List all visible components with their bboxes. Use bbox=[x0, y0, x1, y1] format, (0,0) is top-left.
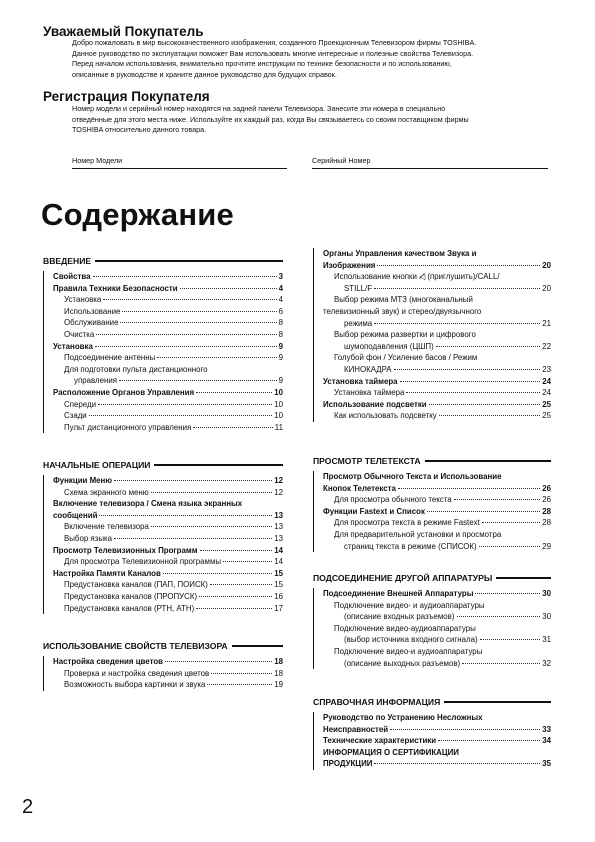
dot-leader bbox=[180, 288, 277, 289]
toc-entry-page: 9 bbox=[278, 353, 283, 363]
toc-entry-page: 28 bbox=[542, 518, 551, 528]
toc-entry-page: 15 bbox=[274, 580, 283, 590]
toc-entry-title: Настройка Памяти Каналов bbox=[53, 568, 161, 578]
section-heading bbox=[43, 256, 283, 266]
dot-leader bbox=[103, 299, 276, 300]
toc-entry-title: (описание выходных разъемов) bbox=[344, 658, 461, 668]
toc-section-teletext bbox=[313, 456, 551, 552]
toc-entry[interactable] bbox=[53, 533, 283, 545]
section-rule bbox=[154, 464, 283, 465]
toc-entry[interactable] bbox=[53, 352, 283, 364]
toc-entry[interactable] bbox=[323, 376, 551, 388]
dot-leader bbox=[374, 288, 540, 289]
toc-entry[interactable] bbox=[53, 487, 283, 499]
toc-entry-title: Предустановка каналов (РТН, АТН) bbox=[64, 603, 195, 613]
dot-leader bbox=[122, 311, 276, 312]
toc-entry[interactable] bbox=[53, 568, 283, 580]
toc-entry-page: 10 bbox=[274, 411, 283, 421]
toc-entry-title: Голубой фон / Усиление басов / Режим bbox=[334, 353, 478, 363]
dot-leader bbox=[89, 415, 273, 416]
toc-entry[interactable] bbox=[323, 658, 551, 670]
toc-entry-page: 13 bbox=[274, 522, 283, 532]
page-number: 2 bbox=[22, 796, 34, 818]
toc-entry-page: 23 bbox=[542, 364, 551, 374]
toc-entry-page: 34 bbox=[542, 736, 551, 746]
serial-number-line[interactable] bbox=[312, 168, 548, 169]
section-rule bbox=[95, 260, 283, 261]
toc-entry-page: 17 bbox=[274, 603, 283, 613]
toc-entry[interactable] bbox=[53, 475, 283, 487]
toc-items bbox=[43, 271, 283, 433]
welcome-text bbox=[72, 38, 476, 80]
toc-entry-title: Выбор режима развертки и цифрового bbox=[334, 330, 476, 340]
dot-leader bbox=[475, 593, 540, 594]
dot-leader bbox=[479, 546, 541, 547]
toc-entry-page: 22 bbox=[542, 341, 551, 351]
toc-entry-title: сообщений bbox=[53, 510, 98, 520]
welcome-line: описанные в руководстве и храните данное руководство для будущих справок. bbox=[72, 69, 337, 79]
section-heading bbox=[313, 456, 551, 466]
toc-entry-title: Подключение видео-и аудиоаппаратуры bbox=[334, 646, 483, 656]
toc-entry-page: 9 bbox=[278, 376, 283, 386]
toc-entry-page: 28 bbox=[542, 506, 551, 516]
toc-entry-title: Кнопок Телетекста bbox=[323, 483, 396, 493]
toc-section-reference bbox=[313, 697, 551, 770]
toc-entry-title: страниц текста в режиме (СПИСОК) bbox=[344, 541, 477, 551]
toc-entry-title: Возможность выбора картинки и звука bbox=[64, 680, 206, 690]
toc-entry-title: режима bbox=[344, 318, 373, 328]
toc-entry-title: Выбор режима МТЗ (многоканальный bbox=[334, 295, 473, 305]
toc-entry[interactable] bbox=[53, 679, 283, 691]
toc-entry-title: Изображения bbox=[323, 260, 376, 270]
toc-entry[interactable] bbox=[323, 410, 551, 422]
toc-entry-title: Использование подсветки bbox=[323, 399, 427, 409]
dot-leader bbox=[400, 381, 541, 382]
toc-entry-title: Расположение Органов Управления bbox=[53, 387, 195, 397]
dot-leader bbox=[462, 663, 540, 664]
dot-leader bbox=[436, 346, 541, 347]
dot-leader bbox=[151, 526, 272, 527]
section-heading-text: ПРОСМОТР ТЕЛЕТЕКСТА bbox=[313, 456, 421, 466]
dot-leader bbox=[199, 596, 272, 597]
dot-leader bbox=[211, 673, 272, 674]
toc-entry[interactable] bbox=[53, 317, 283, 329]
welcome-line: Добро пожаловать в мир высококачественного изображения, созданного Проекционным Телевизором фирмы TOSHIBA. bbox=[72, 38, 477, 47]
dot-leader bbox=[163, 573, 272, 574]
section-rule bbox=[444, 701, 551, 702]
toc-entry[interactable] bbox=[323, 634, 551, 646]
dot-leader bbox=[374, 763, 540, 764]
toc-entry[interactable] bbox=[323, 588, 551, 600]
section-rule bbox=[425, 460, 551, 461]
toc-entry-title: Обслуживание bbox=[64, 318, 119, 328]
toc-entry-title: Руководство по Устранению Несложных bbox=[323, 713, 483, 722]
toc-entry-page: 32 bbox=[542, 658, 551, 668]
toc-entry-page: 18 bbox=[274, 668, 283, 678]
dot-leader bbox=[480, 639, 541, 640]
toc-entry[interactable] bbox=[53, 556, 283, 568]
toc-entry-title: Технические характеристики bbox=[323, 736, 437, 746]
toc-entry-title: Для просмотра Телевизионной программы bbox=[64, 557, 222, 567]
toc-entry-title: Функции Fastext и Список bbox=[323, 506, 425, 516]
toc-entry-page: 8 bbox=[278, 329, 283, 339]
toc-entry-page: 14 bbox=[274, 545, 283, 555]
toc-entry-title: Установка bbox=[64, 295, 102, 305]
toc-entry-title: Просмотр Обычного Текста и Использование bbox=[323, 472, 502, 481]
toc-items bbox=[43, 475, 283, 614]
dot-leader bbox=[439, 415, 541, 416]
toc-entry-page: 18 bbox=[274, 657, 283, 666]
toc-entry[interactable] bbox=[53, 510, 283, 522]
toc-entry-title: Настройка сведения цветов bbox=[53, 657, 164, 666]
toc-entry[interactable] bbox=[53, 656, 283, 668]
dot-leader bbox=[200, 550, 273, 551]
toc-entry[interactable] bbox=[53, 410, 283, 422]
toc-entry-page: 21 bbox=[542, 318, 551, 328]
dot-leader bbox=[114, 480, 272, 481]
dot-leader bbox=[93, 276, 277, 277]
toc-entry-page: 12 bbox=[274, 476, 283, 485]
toc-entry-page: 24 bbox=[542, 376, 551, 386]
toc-entry-page: 31 bbox=[542, 635, 551, 645]
toc-entry-title: Подключение видео-аудиоаппаратуры bbox=[334, 623, 476, 633]
toc-entry-title: управления bbox=[74, 376, 118, 386]
toc-entry-title: Спереди bbox=[64, 399, 96, 409]
dot-leader bbox=[165, 661, 272, 662]
toc-entry-page: 4 bbox=[278, 295, 283, 305]
toc-entry-page: 30 bbox=[542, 612, 551, 622]
toc-entry-title: Функции Меню bbox=[53, 476, 113, 485]
dot-leader bbox=[151, 492, 273, 493]
toc-entry[interactable] bbox=[323, 724, 551, 736]
toc-section-basic bbox=[43, 460, 283, 614]
dot-leader bbox=[119, 380, 277, 381]
dot-leader bbox=[99, 515, 272, 516]
toc-entry-title: ИНФОРМАЦИЯ О СЕРТИФИКАЦИИ bbox=[323, 747, 459, 757]
dot-leader bbox=[96, 334, 276, 335]
toc-entry-title: Правила Техники Безопасности bbox=[53, 283, 178, 293]
toc-entry[interactable] bbox=[323, 483, 551, 495]
welcome-title: Уважаемый Покупатель bbox=[43, 24, 204, 39]
toc-entry-title: КИНОКАДРА bbox=[344, 364, 392, 374]
toc-entry-title: Включение телевизора / Смена языка экранных bbox=[53, 499, 243, 509]
dot-leader bbox=[390, 729, 540, 730]
section-rule bbox=[232, 645, 283, 646]
toc-entry-page: 12 bbox=[274, 487, 283, 497]
toc-entry[interactable] bbox=[323, 283, 551, 295]
toc-entry-title: Установка таймера bbox=[334, 388, 405, 398]
toc-entry-page: 26 bbox=[542, 495, 551, 505]
toc-entry-title: (описание входных разъемов) bbox=[344, 612, 455, 622]
toc-entry-title: Свойства bbox=[53, 272, 91, 281]
toc-entry-page: 24 bbox=[542, 388, 551, 398]
welcome-line: Перед началом использования, внимательно прочтите инструкции по технике безопасности и по использованию, bbox=[72, 59, 452, 69]
section-heading bbox=[313, 697, 551, 707]
section-heading-text: ВВЕДЕНИЕ bbox=[43, 256, 92, 266]
toc-entry-title: (выбор источника входного сигнала) bbox=[344, 635, 478, 645]
toc-entry-title: телевизионный звук) и стерео/двуязычного bbox=[323, 306, 482, 316]
toc-entry[interactable] bbox=[53, 375, 283, 387]
toc-section-intro bbox=[43, 256, 283, 433]
toc-entry-page: 9 bbox=[278, 341, 283, 351]
toc-entry-page: 25 bbox=[542, 399, 551, 409]
section-heading bbox=[313, 573, 551, 583]
registration-title: Регистрация Покупателя bbox=[43, 89, 210, 104]
toc-entry-title: Использование кнопки ◁̸ (приглушить)/CALL/ bbox=[334, 272, 500, 282]
section-heading-text: ПОДСОЕДИНЕНИЕ ДРУГОЙ АППАРАТУРЫ bbox=[313, 573, 493, 583]
toc-entry[interactable] bbox=[53, 387, 283, 399]
toc-entry-title: Очистка bbox=[64, 329, 95, 339]
dot-leader bbox=[406, 392, 540, 393]
toc-entry-title: Схема экранного меню bbox=[64, 487, 149, 497]
registration-line: отведённые для этого места ниже. Используйте их каждый раз, когда Вы связываетесь со своим поставщиком фирмы bbox=[72, 114, 469, 124]
registration-text bbox=[72, 104, 469, 136]
dot-leader bbox=[95, 346, 277, 347]
toc-entry-page: 35 bbox=[542, 759, 551, 769]
toc-entry-page: 10 bbox=[274, 387, 283, 397]
toc-entry-page: 11 bbox=[274, 422, 283, 432]
toc-entry-title: Для просмотра обычного текста bbox=[334, 495, 452, 505]
toc-entry-title: Предустановка каналов (ПРОПУСК) bbox=[64, 591, 198, 601]
toc-entry[interactable] bbox=[53, 283, 283, 295]
toc-entry-page: 3 bbox=[278, 272, 283, 281]
toc-entry-page: 25 bbox=[542, 411, 551, 421]
toc-entry-title: STILL/F bbox=[344, 283, 373, 293]
dot-leader bbox=[223, 561, 272, 562]
toc-entry[interactable] bbox=[53, 603, 283, 615]
toc-entry-page: 19 bbox=[274, 680, 283, 690]
toc-entry-title: Сзади bbox=[64, 411, 87, 421]
toc-entry[interactable] bbox=[53, 329, 283, 341]
toc-entry-page: 16 bbox=[274, 591, 283, 601]
dot-leader bbox=[398, 488, 540, 489]
contents-title: Содержание bbox=[41, 197, 234, 232]
toc-entry[interactable] bbox=[53, 341, 283, 353]
dot-leader bbox=[427, 511, 540, 512]
toc-entry[interactable] bbox=[53, 521, 283, 533]
toc-entry-title: Для просмотра текста в режиме Fastext bbox=[334, 518, 480, 528]
toc-entry-page: 8 bbox=[278, 318, 283, 328]
toc-entry[interactable] bbox=[323, 399, 551, 411]
toc-entry-title: Подсоединение Внешней Аппаратуры bbox=[323, 589, 474, 598]
dot-leader bbox=[120, 322, 276, 323]
section-heading-text: НАЧАЛЬНЫЕ ОПЕРАЦИИ bbox=[43, 460, 151, 470]
toc-entry[interactable] bbox=[53, 545, 283, 557]
toc-entry-page: 15 bbox=[274, 568, 283, 578]
dot-leader bbox=[196, 392, 272, 393]
dot-leader bbox=[482, 522, 540, 523]
dot-leader bbox=[457, 616, 541, 617]
toc-section-features-cont bbox=[313, 248, 551, 422]
toc-entry-title: Подключение видео- и аудиоаппаратуры bbox=[334, 600, 485, 610]
toc-entry-page: 13 bbox=[274, 510, 283, 520]
dot-leader bbox=[114, 538, 272, 539]
dot-leader bbox=[454, 499, 541, 500]
toc-items bbox=[43, 656, 283, 691]
toc-entry[interactable] bbox=[53, 579, 283, 591]
registration-line: Номер модели и серийный номер находятся на задней панели Телевизора. Занесите эти номера в специально bbox=[72, 104, 446, 113]
dot-leader bbox=[429, 404, 541, 405]
dot-leader bbox=[196, 608, 272, 609]
toc-entry[interactable] bbox=[53, 591, 283, 603]
toc-items bbox=[313, 588, 551, 669]
toc-section-other bbox=[313, 573, 551, 669]
section-heading-text: ИСПОЛЬЗОВАНИЕ СВОЙСТВ ТЕЛЕВИЗОРА bbox=[43, 641, 228, 651]
toc-entry[interactable] bbox=[323, 260, 551, 272]
toc-entry[interactable] bbox=[323, 341, 551, 353]
section-heading-text: СПРАВОЧНАЯ ИНФОРМАЦИЯ bbox=[313, 697, 441, 707]
toc-entry[interactable] bbox=[323, 494, 551, 506]
toc-entry[interactable] bbox=[323, 364, 551, 376]
dot-leader bbox=[438, 740, 540, 741]
dot-leader bbox=[377, 265, 540, 266]
toc-entry-page: 29 bbox=[542, 541, 551, 551]
toc-entry[interactable] bbox=[323, 758, 551, 770]
toc-entry[interactable] bbox=[323, 611, 551, 623]
dot-leader bbox=[210, 584, 272, 585]
section-heading bbox=[43, 460, 283, 470]
toc-entry-title: Органы Управления качеством Звука и bbox=[323, 249, 477, 258]
toc-entry-page: 26 bbox=[542, 483, 551, 493]
toc-entry-title: Установка bbox=[53, 341, 93, 351]
toc-entry-title: Подсоединение антенны bbox=[64, 353, 156, 363]
dot-leader bbox=[207, 684, 272, 685]
toc-entry[interactable] bbox=[53, 422, 283, 434]
toc-entry-page: 20 bbox=[542, 260, 551, 270]
toc-section-features bbox=[43, 641, 283, 691]
toc-entry[interactable] bbox=[323, 517, 551, 529]
toc-entry-page: 6 bbox=[278, 306, 283, 316]
toc-entry[interactable] bbox=[323, 541, 551, 553]
toc-entry-page: 30 bbox=[542, 589, 551, 598]
toc-items bbox=[313, 471, 551, 552]
toc-entry[interactable] bbox=[323, 506, 551, 518]
toc-items bbox=[313, 712, 551, 770]
toc-entry-page: 20 bbox=[542, 283, 551, 293]
model-number-label: Номер Модели bbox=[72, 156, 123, 165]
toc-entry[interactable] bbox=[53, 294, 283, 306]
dot-leader bbox=[98, 404, 272, 405]
toc-entry[interactable] bbox=[323, 318, 551, 330]
welcome-line: Данное руководство по эксплуатации поможет Вам использовать многие интересные и полезные свойства Телевизора. bbox=[72, 48, 474, 58]
serial-number-label: Серийный Номер bbox=[312, 156, 371, 165]
section-rule bbox=[496, 577, 551, 578]
toc-entry-title: Просмотр Телевизионных Программ bbox=[53, 545, 198, 555]
dot-leader bbox=[193, 427, 272, 428]
toc-entry[interactable] bbox=[323, 735, 551, 747]
dot-leader bbox=[394, 369, 541, 370]
toc-entry-title: ПРОДУКЦИИ bbox=[323, 759, 373, 769]
model-number-line[interactable] bbox=[72, 168, 287, 169]
toc-entry-title: Использование bbox=[64, 306, 121, 316]
toc-entry-page: 13 bbox=[274, 533, 283, 543]
toc-items bbox=[313, 248, 551, 422]
toc-entry-title: Для подготовки пульта дистанционного bbox=[64, 364, 208, 374]
toc-entry-title: Для предварительной установки и просмотра bbox=[334, 529, 502, 539]
dot-leader bbox=[157, 357, 276, 358]
registration-line: TOSHIBA относительно данного товара. bbox=[72, 125, 207, 135]
toc-entry[interactable] bbox=[53, 668, 283, 680]
toc-entry-title: Неисправностей bbox=[323, 724, 389, 734]
toc-entry-title: шумоподавления (ЦШП) bbox=[344, 341, 434, 351]
toc-entry-page: 10 bbox=[274, 399, 283, 409]
toc-entry-title: Установка таймера bbox=[323, 376, 398, 386]
toc-entry-page: 14 bbox=[274, 557, 283, 567]
toc-entry-page: 4 bbox=[278, 283, 283, 293]
toc-entry-title: Выбор языка bbox=[64, 533, 112, 543]
toc-entry[interactable] bbox=[53, 306, 283, 318]
toc-entry[interactable] bbox=[53, 399, 283, 411]
dot-leader bbox=[374, 323, 540, 324]
toc-entry-title: Пульт дистанционного управления bbox=[64, 422, 192, 432]
toc-entry-page: 33 bbox=[542, 724, 551, 734]
toc-entry-title: Как использовать подсветку bbox=[334, 411, 437, 421]
toc-entry[interactable] bbox=[323, 387, 551, 399]
toc-entry-title: Проверка и настройка сведения цветов bbox=[64, 668, 210, 678]
section-heading bbox=[43, 641, 283, 651]
toc-entry[interactable] bbox=[53, 271, 283, 283]
toc-entry-title: Включение телевизора bbox=[64, 522, 149, 532]
toc-entry-title: Предустановка каналов (ПАП, ПОИСК) bbox=[64, 580, 208, 590]
